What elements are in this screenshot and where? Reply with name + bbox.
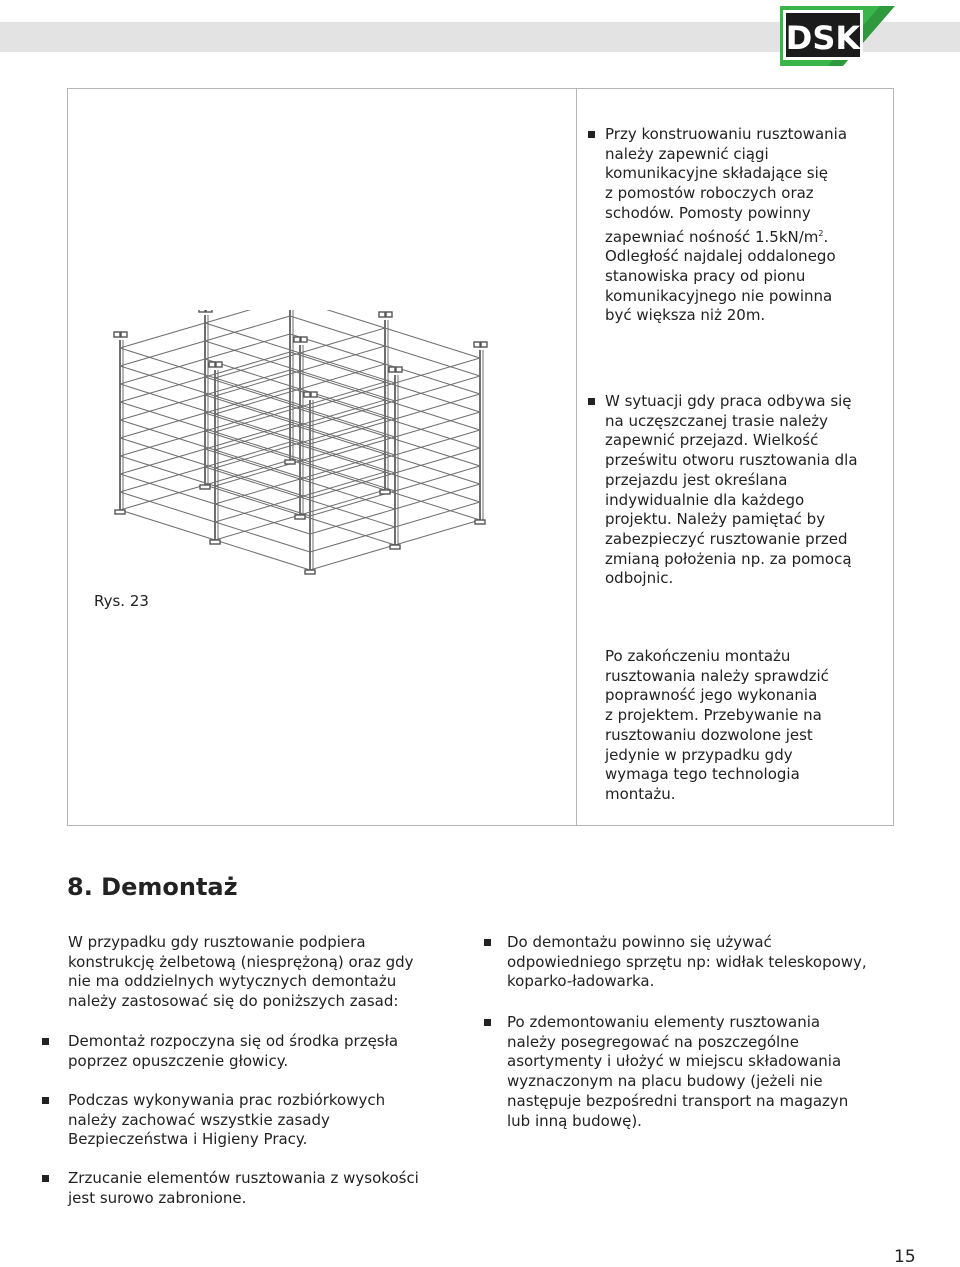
section-heading: 8. Demontaż xyxy=(67,873,238,901)
text-line: wymaga tego technologia xyxy=(605,765,800,784)
page-number: 15 xyxy=(894,1247,916,1267)
bullet-marker xyxy=(484,1019,491,1026)
bullet-marker xyxy=(484,939,491,946)
text-line: z pomostów roboczych oraz xyxy=(605,184,814,203)
figure-caption: Rys. 23 xyxy=(94,592,149,610)
text-line: indywidualnie dla każdego xyxy=(605,490,805,509)
text-line: Demontaż rozpoczyna się od środka przęsła xyxy=(68,1032,399,1050)
left-bullet-3 xyxy=(68,1169,468,1208)
text-line: Odległość najdalej oddalonego xyxy=(605,247,836,266)
logo-text: DSK xyxy=(785,19,861,57)
panel-paragraph xyxy=(605,647,890,805)
text-line: W sytuacji gdy praca odbywa się xyxy=(605,392,852,410)
text-line: Do demontażu powinno się używać xyxy=(507,933,772,951)
text-line: zapewnić przejazd. Wielkość xyxy=(605,431,819,450)
text-line: lub inną budowę). xyxy=(507,1111,642,1130)
text-line: jedynie w przypadku gdy xyxy=(605,745,793,764)
text-line: odpowiedniego sprzętu np: widłak teleskopowy, xyxy=(507,952,867,971)
bullet-marker xyxy=(42,1097,49,1104)
text-line: rusztowania należy sprawdzić xyxy=(605,666,829,685)
text-line: zabezpieczyć rusztowanie przed xyxy=(605,529,848,548)
text-line: nie ma oddzielnych wytycznych demontażu xyxy=(68,972,397,991)
bullet-marker xyxy=(42,1038,49,1045)
text-line: Po zakończeniu montażu xyxy=(605,647,791,665)
text-line: schodów. Pomosty powinny xyxy=(605,203,811,222)
text-line: z projektem. Przebywanie na xyxy=(605,706,822,725)
text-line: poprzez opuszczenie głowicy. xyxy=(68,1051,289,1070)
text-line: asortymenty i ułożyć w miejscu składowania xyxy=(507,1052,842,1071)
text-line xyxy=(605,224,885,248)
text-line: stanowiska pracy od pionu xyxy=(605,266,806,285)
text-line: prześwitu otworu rusztowania dla xyxy=(605,451,858,470)
text-line: konstrukcję żelbetową (niesprężoną) oraz gdy xyxy=(68,952,414,971)
text-line: przejazdu jest określana xyxy=(605,470,788,489)
text-line: koparko-ładowarka. xyxy=(507,972,655,991)
text-line: należy zapewnić ciągi xyxy=(605,144,769,163)
text-line: zmianą położenia np. za pomocą xyxy=(605,549,852,568)
scaffold-structure-drawing xyxy=(90,310,560,600)
superscript: 2 xyxy=(818,228,824,238)
text-line: W przypadku gdy rusztowanie podpiera xyxy=(68,933,366,951)
text-line: być większa niż 20m. xyxy=(605,306,766,325)
text-line: wyznaczonym na placu budowy (jeżeli nie xyxy=(507,1072,823,1091)
text-line: Podczas wykonywania prac rozbiórkowych xyxy=(68,1091,386,1109)
text-fragment: zapewniać nośność 1.5kN/m xyxy=(605,227,819,246)
text-line: na uczęszczanej trasie należy xyxy=(605,411,829,430)
right-bullet-2 xyxy=(507,1013,927,1131)
section-intro xyxy=(68,933,468,1012)
text-line: Bezpieczeństwa i Higieny Pracy. xyxy=(68,1130,308,1149)
panel-bullet-1 xyxy=(605,125,885,326)
text-line: Przy konstruowaniu rusztowania xyxy=(605,125,848,143)
text-line: należy zachować wszystkie zasady xyxy=(68,1110,330,1129)
panel-bullet-2 xyxy=(605,392,890,589)
text-line: montażu. xyxy=(605,784,676,803)
text-line: odbojnic. xyxy=(605,569,674,588)
text-line: komunikacyjnego nie powinna xyxy=(605,286,833,305)
dsk-logo xyxy=(780,2,895,66)
bullet-marker xyxy=(42,1175,49,1182)
left-bullet-1 xyxy=(68,1032,468,1071)
text-line: rusztowaniu dozwolone jest xyxy=(605,725,813,744)
text-line: jest surowo zabronione. xyxy=(68,1188,247,1207)
text-line: komunikacyjne składające się xyxy=(605,164,829,183)
left-bullet-2 xyxy=(68,1091,468,1150)
right-bullet-1 xyxy=(507,933,927,992)
text-line: należy zastosować się do poniższych zasad: xyxy=(68,992,399,1011)
text-line: Po zdemontowaniu elementy rusztowania xyxy=(507,1013,821,1031)
text-line: poprawność jego wykonania xyxy=(605,686,818,705)
text-line: Zrzucanie elementów rusztowania z wysokości xyxy=(68,1169,419,1187)
bullet-marker xyxy=(588,131,595,138)
text-line: projektu. Należy pamiętać by xyxy=(605,510,826,529)
text-line: należy posegregować na poszczególne xyxy=(507,1032,799,1051)
text-fragment: . xyxy=(823,227,829,246)
text-line: następuje bezpośredni transport na magazyn xyxy=(507,1091,849,1110)
bullet-marker xyxy=(588,398,595,405)
